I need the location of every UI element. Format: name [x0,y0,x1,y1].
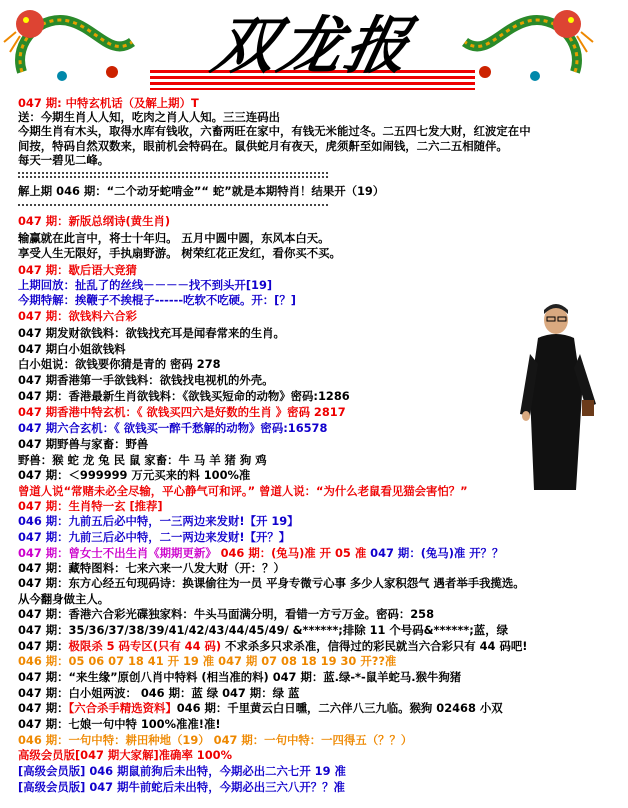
text-segment: 中特玄机话（及解上期）T [61,96,199,110]
text-line [18,748,232,763]
text-line [18,639,527,654]
text-line [18,592,109,607]
text-segment: 047 期： [18,639,69,653]
header-banner [0,0,628,92]
text-line [18,357,221,372]
text-line [18,231,330,246]
text-line [18,546,503,561]
text-line [18,607,434,622]
text-line [18,780,345,795]
text-line [18,96,199,111]
text-segment: 047 期：白小姐两波： 046 期：蓝 绿 047 期：绿 蓝 [18,686,300,700]
divider [18,172,328,174]
text-segment: 046 期：千里黄云白日曛，二六伴八三九临。猴狗 02468 小双 [176,701,503,715]
dragon-right-icon [455,2,595,90]
text-segment: 046 期：(兔马)准 开 05 准 [216,546,367,560]
divider [18,176,328,178]
text-segment: 047 期：欲钱料六合彩 [18,309,137,323]
text-segment: 047 期：歇后语大竞猜 [18,263,137,277]
text-line [18,468,250,483]
text-segment: 高级会员版[047 期大家解]准确率 100% [18,748,232,762]
text-segment: 046 期：一句中特：耕田种地（19） [18,733,210,747]
text-segment: 上期回放：扯乱了的丝线－－－－找不到头开[19] [18,278,273,292]
text-segment: 047 期：香港六合彩光碟独家料：牛头马面满分明，看错一方亏万金。密码：258 [18,607,435,621]
text-line [18,701,503,716]
text-line [18,278,272,293]
text-segment: 解上期 046 期：“二个动牙蛇啃金”“ 蛇”就是本期特肖！结果开（19） [18,184,385,198]
text-line [18,342,125,357]
text-segment: 047 期：35/36/37/38/39/41/42/43/44/45/49/ &******;排除 11 个号码&******;蓝，绿 [18,623,508,637]
text-line [18,124,531,139]
text-line [18,184,384,199]
text-line [18,530,290,545]
divider [18,204,328,206]
text-segment: 从今翻身做主人。 [18,592,110,606]
text-segment: 047 期：生肖特一玄 [推荐] [18,499,163,513]
text-segment: 输赢就在此言中，将士十年归。 五月中圆中圆，东风本白天。 [18,231,330,245]
text-segment: 047 期香港第一手欲钱料：欲钱找电视机的外壳。 [18,373,274,387]
text-line [18,453,267,468]
text-line [18,623,508,638]
text-line [18,717,221,732]
text-segment: 白小姐说：欲钱要你猜是青的 密码 278 [18,357,221,371]
text-segment: 不求杀多只求杀准，信得过的彩民就当六合彩只有 44 码吧! [221,639,528,653]
text-segment: 047 期：藏特图料：七来六来一八发大财（开：？） [18,561,285,575]
text-line [18,484,468,499]
text-segment: 047 期：曾女士不出生肖《期期更新》 [18,546,217,560]
text-line [18,246,341,261]
text-segment: 047 期：＜999999 万元买来的料 100%准 [18,468,251,482]
text-segment: 野兽：猴 蛇 龙 兔 民 鼠 家畜：牛 马 羊 猪 狗 鸡 [18,453,267,467]
text-line [18,373,274,388]
text-line [18,499,163,514]
text-line [18,389,350,404]
text-line [18,309,137,324]
text-segment: [高级会员版] 047 期牛前蛇后未出特，今期必出三六八开？？准 [18,780,345,794]
text-segment: 极限杀 5 码专区(只有 44 码) [68,639,222,653]
text-segment: 047 期： [18,701,69,715]
text-line [18,686,299,701]
text-segment: 047 期香港中特玄机：《 欲钱买四六是好数的生肖 》密码 2817 [18,405,346,419]
text-segment: 享受人生无限好，手执扇野游。 树荣红花正发红，看你买不买。 [18,246,341,260]
text-line [18,561,285,576]
text-line [18,214,170,229]
text-segment: 曾道人说“常赌未必全尽输，平心静气可和评。” 曾道人说：“为什么老鼠看见猫会害怕？” [18,484,468,498]
text-line [18,421,327,436]
text-line [18,514,299,529]
text-segment: 【六合杀手精选资料】 [68,701,177,715]
text-segment: 047 期：七娘一句中特 100%准准!准! [18,717,221,731]
text-line [18,326,285,341]
text-line [18,670,461,685]
text-line [18,437,148,452]
text-segment: [高级会员版] 046 期鼠前狗后未出特，今期必出二六七开 19 准 [18,764,346,778]
text-segment: 047 期：香港最新生肖欲钱料：《欲钱买短命的动物》密码:1286 [18,389,350,403]
text-segment: 047 期：九前三后必中特，二一两边来发财!【开？】 [18,530,291,544]
text-line [18,263,137,278]
text-segment: 047 期: [18,96,62,110]
text-segment: 047 期六合玄机：《 欲钱买一醉千愁解的动物》密码:16578 [18,421,328,435]
text-segment: 今期特解：挨鞭子不挨棍子------吃软不吃硬。开：[？] [18,293,296,307]
text-segment: 047 期：“来生缘”原创八肖中特料 (相当准的料) 047 期：蓝.绿-*-鼠羊蛇马.猴牛狗猪 [18,670,462,684]
text-line [18,654,396,669]
text-line [18,153,109,168]
text-line [18,576,525,591]
text-segment: 间按，特码自然双数来，眼前机会特码在。鼠供蛇月有夜天，虎须鼾至如闹钱，二六二五相随伴。 [18,139,508,153]
person-photo [516,304,600,490]
text-segment: 047 期白小姐欲钱料 [18,342,126,356]
text-line [18,733,412,748]
page-title: 双龙报 [206,9,420,82]
text-line [18,764,346,779]
dragon-left-icon [2,2,142,90]
text-line [18,405,346,420]
text-segment: 送：今期生肖人人知，吃肉之肖人人知。三三连码出 [18,110,280,124]
text-segment: 046 期：05 06 07 18 41 开 19 准 [18,654,215,668]
text-segment: 每天一碧见二峰。 [18,153,110,167]
text-segment: 047 期发财欲钱料：欲钱找充耳是闻春常来的生肖。 [18,326,285,340]
text-segment: 046 期：九前五后必中特，一三两边来发财!【开 19】 [18,514,299,528]
text-line [18,139,508,154]
text-segment: 047 期：一句中特：一四得五（？？） [209,733,413,747]
text-segment: 047 期：(兔马)准 开？？ [366,546,504,560]
text-line [18,293,296,308]
text-segment: 047 期 07 08 18 19 30 开??准 [214,654,397,668]
text-line [18,110,280,125]
text-segment: 今期生肖有木头，取得水库有钱收，六畜两旺在家中，有钱无米能过冬。二五四七发大财，红波定在中 [18,124,531,138]
text-segment: 047 期：新版总纲诗(黄生肖) [18,214,171,228]
text-segment: 047 期野兽与家畜：野兽 [18,437,149,451]
text-segment: 047 期：东方心经五句现码诗：换课偷往为一员 平身专微亏心事 多少人家积怨气 遇者举手我揽选。 [18,576,525,590]
